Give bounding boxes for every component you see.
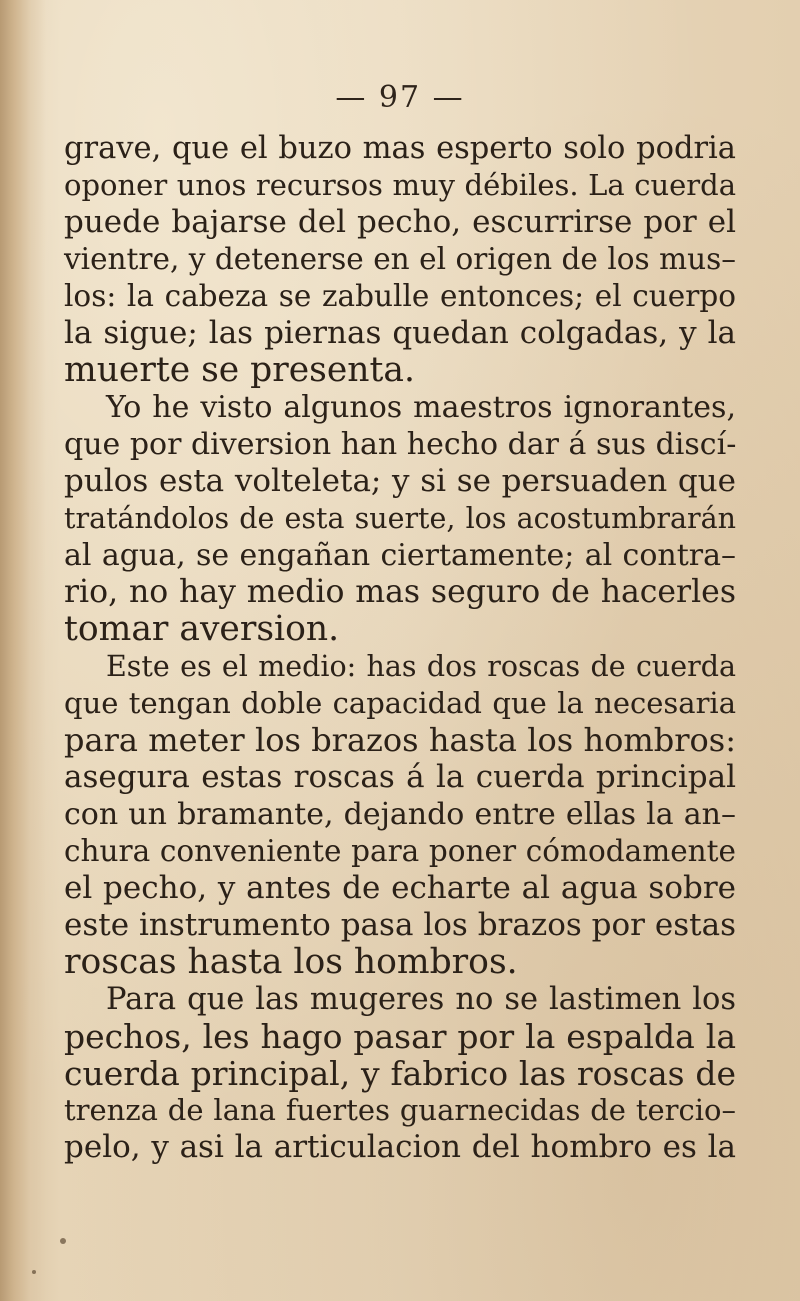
text-line: que tengan doble capacidad que la necesaria xyxy=(64,686,736,720)
text-line: pechos, les hago pasar por la espalda la xyxy=(64,1017,736,1056)
text-line: Yo he visto algunos maestros ignorantes, xyxy=(106,390,736,425)
text-line: trenza de lana fuertes guarnecidas de tercio– xyxy=(64,1093,736,1127)
text-line: chura conveniente para poner cómodamente xyxy=(64,834,736,868)
text-line: pulos esta volteleta; y si se persuaden que xyxy=(64,463,736,499)
body-text xyxy=(64,130,736,1166)
page-number: — 97 — xyxy=(335,80,465,115)
text-line: rio, no hay medio mas seguro de hacerles xyxy=(64,574,736,610)
text-line: vientre, y detenerse en el origen de los mus– xyxy=(64,242,736,276)
text-line: pelo, y asi la articulacion del hombro es la xyxy=(64,1129,736,1165)
text-line: este instrumento pasa los brazos por estas xyxy=(64,907,736,943)
text-line: Este es el medio: has dos roscas de cuerda xyxy=(106,650,736,683)
text-line: con un bramante, dejando entre ellas la an– xyxy=(64,797,736,832)
text-line: roscas hasta los hombros. xyxy=(64,942,518,982)
page-edge-shadow xyxy=(0,0,46,1301)
text-line: la sigue; las piernas quedan colgadas, y la xyxy=(64,315,736,351)
text-line: muerte se presenta. xyxy=(64,350,415,390)
ink-speck xyxy=(32,1270,36,1274)
text-line: asegura estas roscas á la cuerda principal xyxy=(64,759,736,795)
text-line: Para que las mugeres no se lastimen los xyxy=(106,982,736,1017)
text-line: cuerda principal, y fabrico las roscas de xyxy=(64,1054,736,1093)
text-line: que por diversion han hecho dar á sus discí- xyxy=(64,427,737,462)
text-line: oponer unos recursos muy débiles. La cuerda xyxy=(64,168,736,202)
text-line: para meter los brazos hasta los hombros: xyxy=(64,721,736,759)
text-line: puede bajarse del pecho, escurrirse por el xyxy=(64,204,736,240)
text-line: tratándolos de esta suerte, los acostumbrarán xyxy=(64,502,736,535)
text-line: grave, que el buzo mas esperto solo podria xyxy=(64,131,736,166)
text-line: al agua, se engañan ciertamente; al contra– xyxy=(64,538,736,573)
text-line: el pecho, y antes de echarte al agua sobre xyxy=(64,870,736,906)
ink-speck xyxy=(60,1238,66,1244)
text-line: tomar aversion. xyxy=(64,609,340,649)
text-line: los: la cabeza se zabulle entonces; el cuerpo xyxy=(64,279,736,313)
